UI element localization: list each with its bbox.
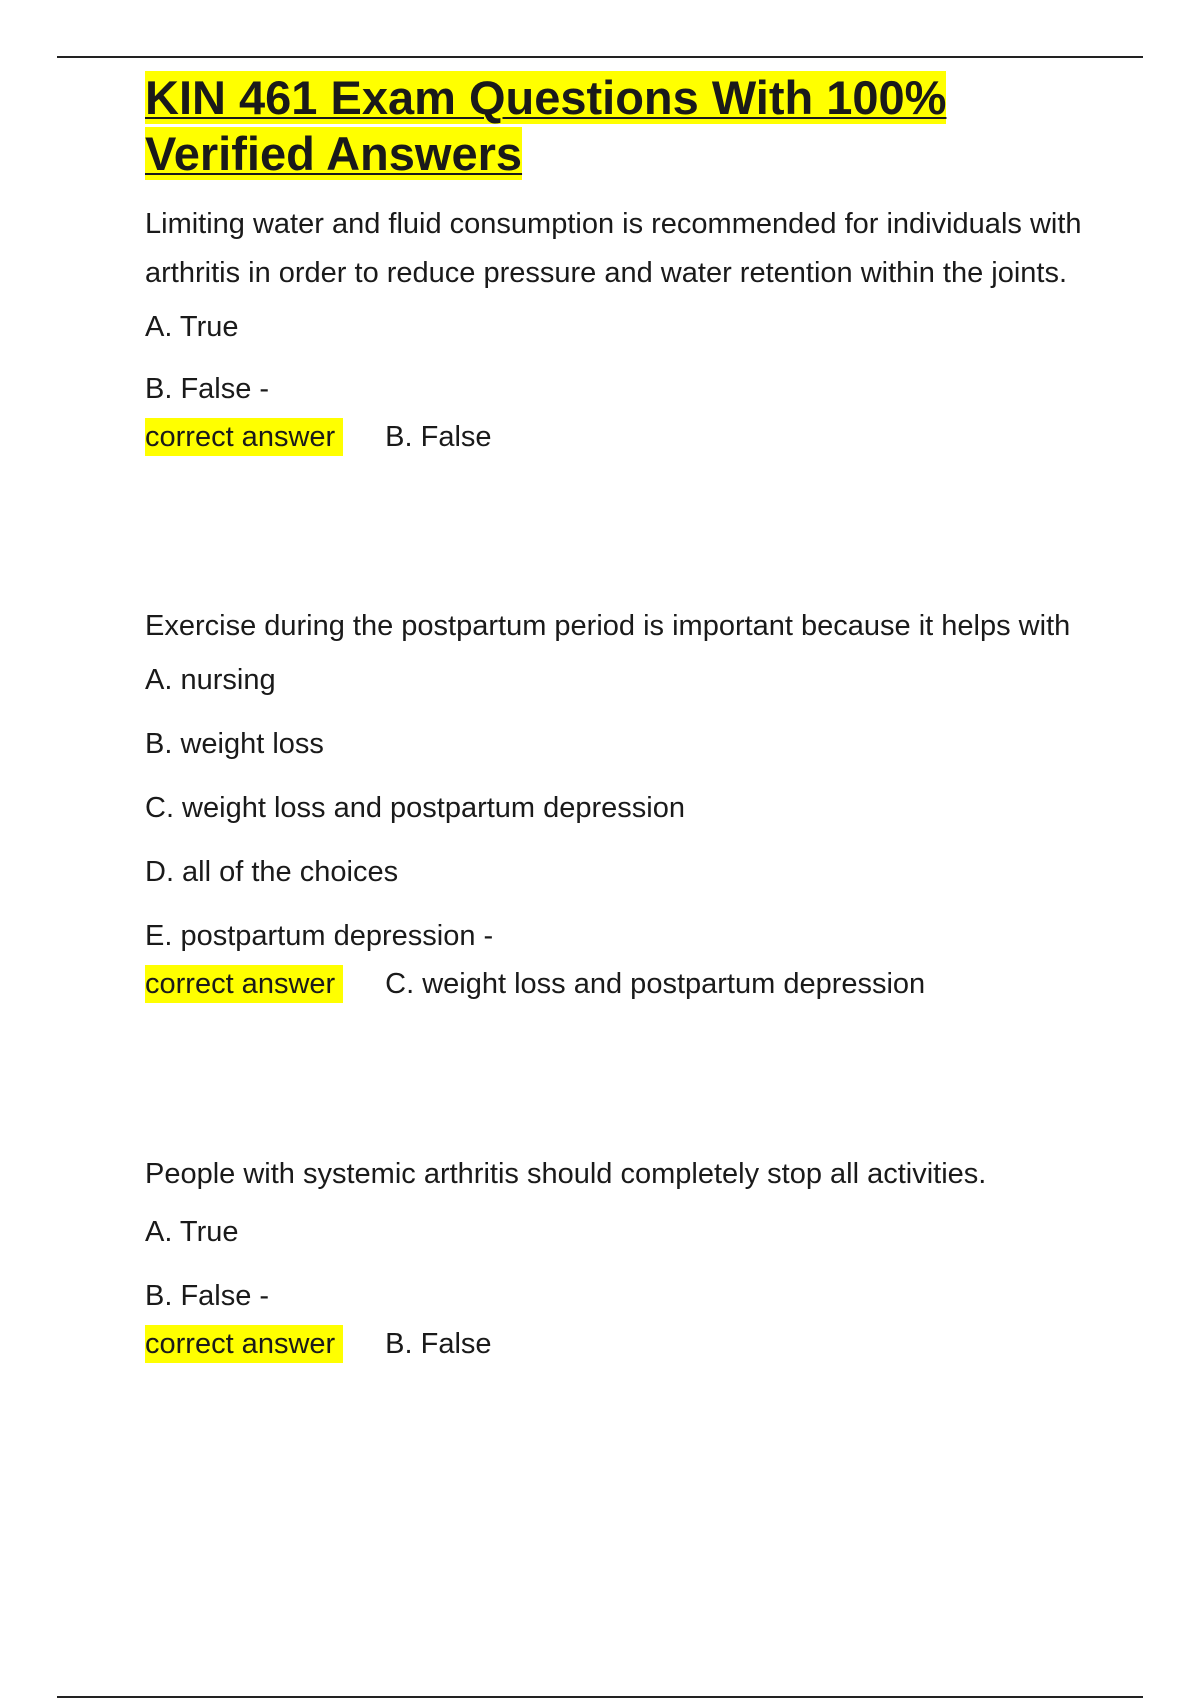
- option: B. weight loss: [145, 728, 324, 760]
- title-line-1: KIN 461 Exam Questions With 100%: [145, 71, 947, 124]
- option: E. postpartum depression -: [145, 920, 494, 952]
- answer-row: [145, 1325, 1105, 1363]
- correct-answer-label: correct answer: [145, 1325, 343, 1363]
- correct-answer-value: B. False: [385, 1328, 492, 1360]
- top-rule: [57, 56, 1143, 58]
- question-text: Limiting water and fluid consumption is recommended for individuals with arthritis in order to reduce pressure and water retention within the joints.: [145, 208, 1082, 289]
- question-text: People with systemic arthritis should completely stop all activities.: [145, 1158, 987, 1190]
- option: B. False -: [145, 373, 270, 405]
- question-block: [145, 1150, 1105, 1363]
- bottom-rule: [57, 1696, 1143, 1698]
- correct-answer-label: correct answer: [145, 418, 343, 456]
- option: D. all of the choices: [145, 856, 399, 888]
- option: A. True: [145, 311, 239, 343]
- correct-answer-value: B. False: [385, 421, 492, 453]
- correct-answer-value: C. weight loss and postpartum depression: [385, 968, 926, 1000]
- document-body: [145, 70, 1105, 1360]
- answer-row: [145, 418, 1105, 456]
- document-title: [145, 70, 1105, 182]
- question-text: Exercise during the postpartum period is important because it helps with: [145, 610, 1071, 642]
- title-line-2: Verified Answers: [145, 127, 523, 180]
- correct-answer-label: correct answer: [145, 965, 343, 1003]
- option: A. True: [145, 1216, 239, 1248]
- answer-row: [145, 965, 1105, 1003]
- option: C. weight loss and postpartum depression: [145, 792, 686, 824]
- option: B. False -: [145, 1280, 270, 1312]
- question-block: [145, 602, 1105, 1003]
- option: A. nursing: [145, 664, 276, 696]
- question-block: [145, 200, 1105, 456]
